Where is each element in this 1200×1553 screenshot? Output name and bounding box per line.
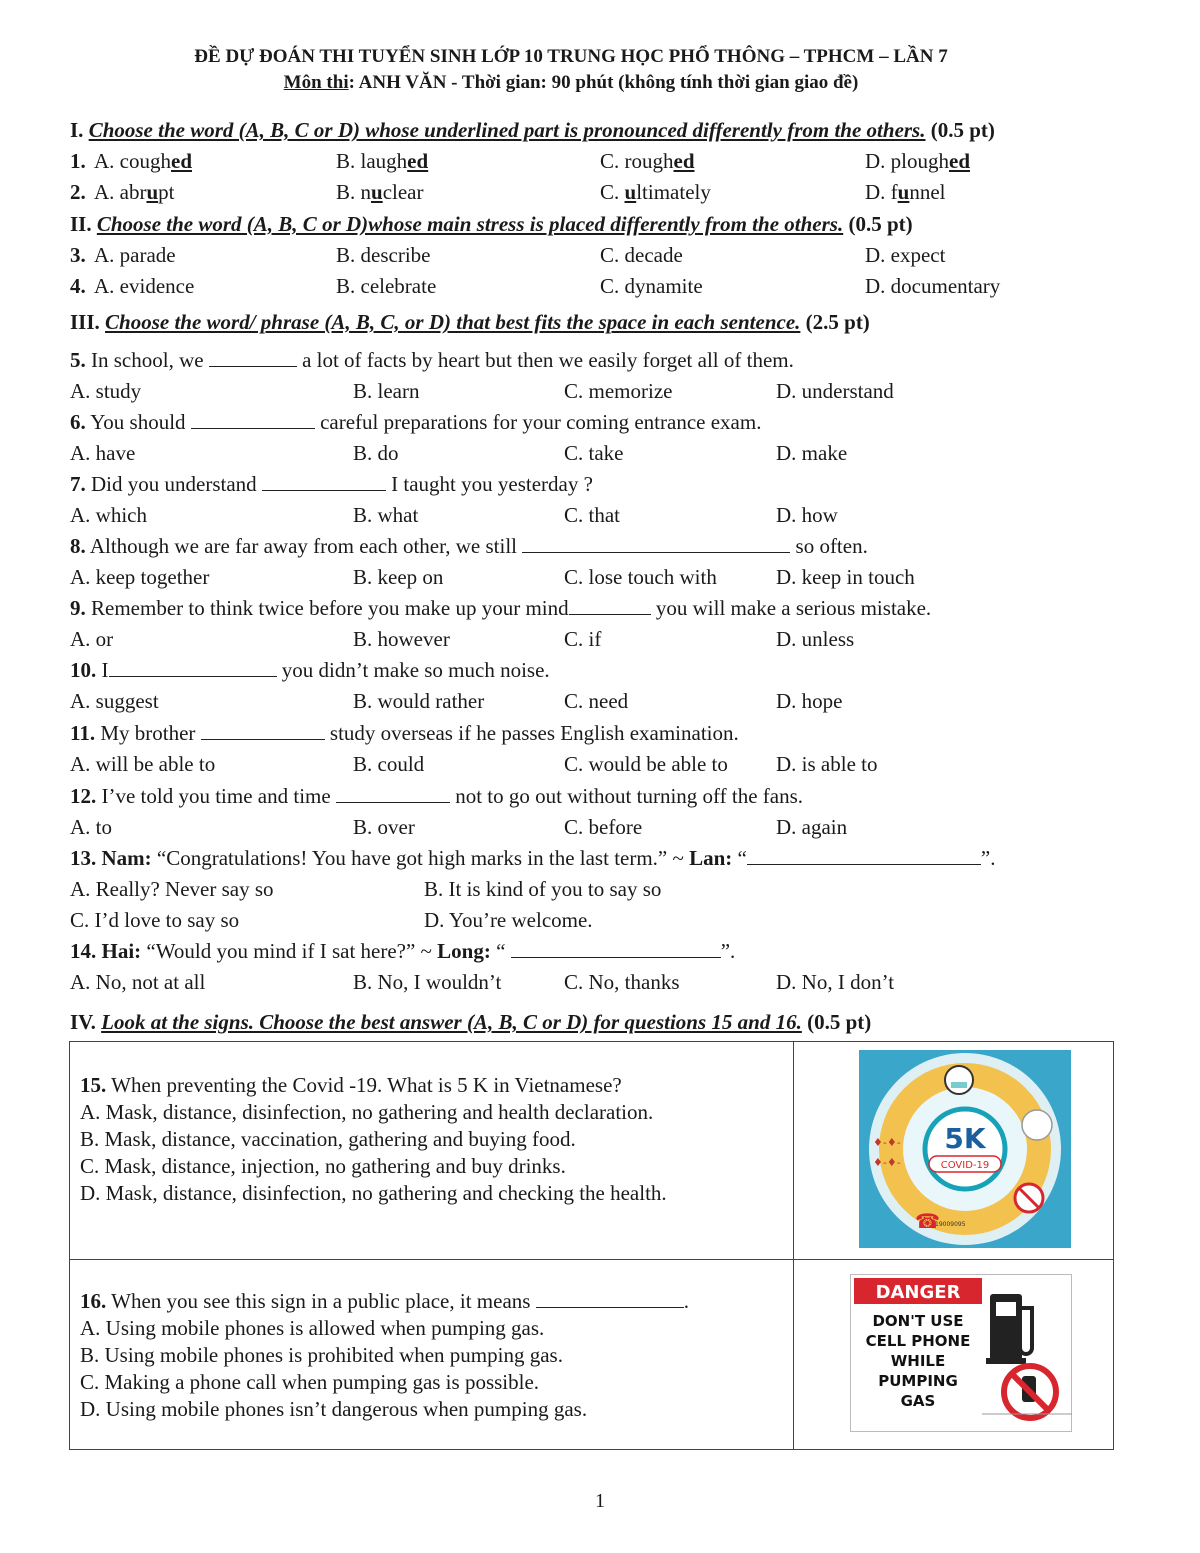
answer-blank	[747, 846, 981, 865]
option-d: D. You’re welcome.	[424, 908, 593, 932]
answer-blank	[209, 348, 297, 367]
option-b: B. could	[353, 752, 425, 776]
question-12: 12. I’ve told you time and time not to go out without turning off the fans.	[70, 784, 804, 808]
question-5: 5. In school, we a lot of facts by heart but then we easily forget all of them.	[70, 348, 794, 372]
option-b: B. do	[353, 441, 399, 465]
option-c: C. roughed	[600, 149, 695, 173]
section-points: (0.5 pt)	[930, 118, 995, 142]
option-d: D. Using mobile phones isn’t dangerous when pumping gas.	[80, 1397, 588, 1421]
option-a: A. evidence	[94, 274, 195, 298]
option-d: D. understand	[776, 379, 894, 403]
option-a: A. Really? Never say so	[70, 877, 274, 901]
svg-text:GAS: GAS	[900, 1392, 935, 1410]
option-d: D. ploughed	[865, 149, 970, 173]
option-c: C. Mask, distance, injection, no gathering and buy drinks.	[80, 1154, 566, 1178]
option-d: D. documentary	[865, 274, 1001, 298]
section-1-heading	[70, 118, 995, 146]
option-c: C. if	[564, 627, 602, 651]
section-4-heading: IV. Look at the signs. Choose the best answer (A, B, C or D) for questions 15 and 16. (0.5 pt)	[70, 1010, 872, 1034]
question-9: 9. Remember to think twice before you make up your mind you will make a serious mistake.	[70, 596, 932, 620]
option-d: D. Mask, distance, disinfection, no gathering and checking the health.	[80, 1181, 667, 1205]
svg-text:DON'T USE: DON'T USE	[872, 1312, 964, 1330]
option-c: C. memorize	[564, 379, 673, 403]
option-a: A. No, not at all	[70, 970, 206, 994]
question-8: 8. Although we are far away from each other, we still so often.	[70, 534, 868, 558]
no-cellphone-icon	[1004, 1366, 1056, 1418]
option-c: C. I’d love to say so	[70, 908, 240, 932]
subject-label: Môn thi	[283, 72, 349, 93]
option-c: C. decade	[600, 243, 683, 267]
question-7: 7. Did you understand I taught you yesterday ?	[70, 472, 593, 496]
question-11: 11. My brother study overseas if he passes English examination.	[70, 721, 739, 745]
exam-subtitle	[0, 72, 1142, 94]
section-instruction: Choose the word (A, B, C or D) whose underlined part is pronounced differently from the others.	[88, 118, 926, 142]
svg-text:CELL PHONE: CELL PHONE	[865, 1332, 970, 1350]
option-d: D. funnel	[865, 180, 946, 204]
option-a: A. have	[70, 441, 136, 465]
option-a: A. Using mobile phones is allowed when pumping gas.	[80, 1316, 545, 1340]
option-d: D. again	[776, 815, 848, 839]
option-d: D. hope	[776, 689, 843, 713]
question-15-text: When preventing the Covid -19. What is 5 K in Vietnamese?	[111, 1073, 622, 1097]
danger-sign	[793, 1260, 1113, 1450]
answer-blank	[536, 1289, 684, 1308]
subject-info: : ANH VĂN - Thời gian: 90 phút (không tính thời gian giao đề)	[348, 72, 859, 93]
option-a: A. Mask, distance, disinfection, no gathering and health declaration.	[80, 1100, 654, 1124]
question-16-cell: 16. When you see this sign in a public place, it means . A. Using mobile phones is allowed when pumping gas. B. Using mobile phones is prohibited when pumping gas. C. Making a phone call when pumping gas is possible. D. Using mobile phones isn’t dangerous when pumping gas.	[70, 1260, 794, 1450]
question-3: 3. A. parade B. describe C. decade D. expect	[70, 243, 946, 267]
option-a: A. which	[70, 503, 147, 527]
question-2: 2. A. abrupt B. nuclear C. ultimately D. funnel	[70, 180, 946, 204]
option-c: C. take	[564, 441, 624, 465]
option-b: B. celebrate	[336, 274, 437, 298]
option-a: A. coughed	[94, 149, 192, 173]
svg-text:♦-♦-: ♦-♦-	[872, 1156, 901, 1169]
svg-text:PUMPING: PUMPING	[877, 1372, 958, 1390]
answer-blank	[262, 472, 386, 491]
section-roman: I.	[70, 118, 84, 142]
page-number: 1	[595, 1490, 605, 1512]
question-15-cell: 15. When preventing the Covid -19. What is 5 K in Vietnamese? A. Mask, distance, disinfection, no gathering and health declaration. B. Mask, distance, vaccination, gathering and buying food. C. Mask, distance, injection, no gathering and buy drinks. D. Mask, distance, disinfection, no gathering and checking the health.	[70, 1042, 794, 1260]
option-c: C. before	[564, 815, 643, 839]
option-c: C. lose touch with	[564, 565, 717, 589]
option-c: C. No, thanks	[564, 970, 680, 994]
answer-blank	[109, 658, 277, 677]
option-a: A. will be able to	[70, 752, 216, 776]
covid-5k-sign	[793, 1042, 1113, 1260]
covid-5k-image	[859, 1050, 1071, 1248]
covid-5k-label: 5K	[943, 1122, 986, 1155]
option-b: B. No, I wouldn’t	[353, 970, 502, 994]
answer-blank	[336, 784, 450, 803]
option-a: A. or	[70, 627, 114, 651]
hotline-number: 19009095	[934, 1221, 966, 1228]
question-10: 10. I you didn’t make so much noise.	[70, 658, 550, 682]
exam-title: ĐỀ DỰ ĐOÁN THI TUYỂN SINH LỚP 10 TRUNG HỌC PHỔ THÔNG – TPHCM – LẦN 7	[194, 46, 948, 67]
question-16-text: When you see this sign in a public place, it means	[111, 1289, 531, 1313]
option-a: A. keep together	[70, 565, 210, 589]
covid-19-label: COVID-19	[940, 1160, 989, 1171]
option-c: C. Making a phone call when pumping gas is possible.	[80, 1370, 540, 1394]
section-3-heading: III. Choose the word/ phrase (A, B, C, or D) that best fits the space in each sentence. (2.5 pt)	[70, 310, 870, 334]
option-b: B. laughed	[336, 149, 429, 173]
option-d: D. expect	[865, 243, 946, 267]
distance-icon: ♦-♦-	[872, 1136, 901, 1149]
option-a: A. study	[70, 379, 142, 403]
option-b: B. however	[353, 627, 450, 651]
option-b: B. keep on	[353, 565, 444, 589]
option-c: C. ultimately	[600, 180, 711, 204]
option-d: D. make	[776, 441, 848, 465]
option-c: C. need	[564, 689, 629, 713]
option-b: B. Using mobile phones is prohibited when pumping gas.	[80, 1343, 563, 1367]
svg-text:WHILE: WHILE	[890, 1352, 945, 1370]
face-mask-icon	[945, 1066, 973, 1094]
question-13: 13. Nam: “Congratulations! You have got high marks in the last term.” ~ Lan: “ ”.	[70, 846, 996, 870]
option-b: B. would rather	[353, 689, 485, 713]
option-d: D. keep in touch	[776, 565, 915, 589]
option-d: D. is able to	[776, 752, 878, 776]
option-d: D. No, I don’t	[776, 970, 895, 994]
option-b: B. what	[353, 503, 419, 527]
answer-blank	[201, 721, 325, 740]
question-14: 14. Hai: “Would you mind if I sat here?” ~ Long: “ ”.	[70, 939, 736, 963]
question-1: 1. A. coughed B. laughed C. roughed D. ploughed	[70, 149, 970, 173]
question-6: 6. You should careful preparations for your coming entrance exam.	[70, 410, 762, 434]
answer-blank	[569, 596, 651, 615]
option-b: B. learn	[353, 379, 420, 403]
option-b: B. nuclear	[336, 180, 424, 204]
answer-blank	[191, 410, 315, 429]
option-a: A. to	[70, 815, 112, 839]
danger-banner: DANGER	[875, 1282, 960, 1303]
disinfect-icon	[1022, 1110, 1052, 1140]
answer-blank	[522, 534, 790, 553]
danger-cellphone-image	[850, 1274, 1072, 1432]
option-d: D. how	[776, 503, 838, 527]
section-2-heading: II. Choose the word (A, B, C or D)whose main stress is placed differently from the others. (0.5 pt)	[70, 212, 913, 236]
option-b: B. describe	[336, 243, 431, 267]
phone-icon: ☎	[914, 1209, 940, 1233]
option-b: B. over	[353, 815, 415, 839]
option-c: C. would be able to	[564, 752, 728, 776]
question-4: 4. A. evidence B. celebrate C. dynamite D. documentary	[70, 274, 1001, 298]
option-c: C. that	[564, 503, 620, 527]
option-a: A. abrupt	[94, 180, 175, 204]
answer-blank	[511, 939, 721, 958]
option-a: A. suggest	[70, 689, 159, 713]
option-d: D. unless	[776, 627, 855, 651]
option-b: B. Mask, distance, vaccination, gathering and buying food.	[80, 1127, 576, 1151]
option-b: B. It is kind of you to say so	[424, 877, 662, 901]
option-c: C. dynamite	[600, 274, 703, 298]
signs-table	[69, 1041, 1114, 1450]
option-a: A. parade	[94, 243, 176, 267]
